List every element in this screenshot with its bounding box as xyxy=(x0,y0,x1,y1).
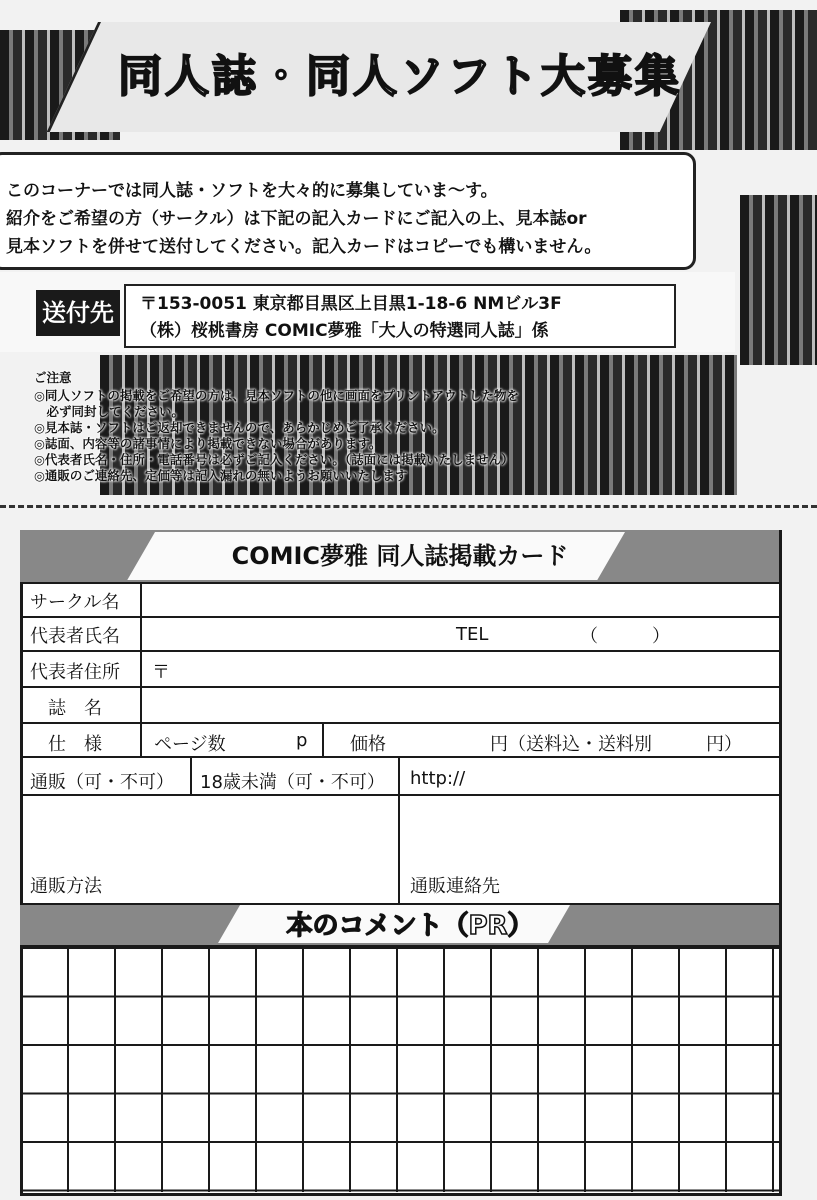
comment-grid[interactable] xyxy=(20,945,779,1192)
mailorder-label: 通販（可・不可） xyxy=(30,772,174,793)
sendto-label: 送付先 xyxy=(36,290,120,336)
intro-line-3: 見本ソフトを併せて送付してください。記入カードはコピーでも構いません。 xyxy=(6,237,602,257)
spec-divider xyxy=(322,722,324,756)
intro-line-1: このコーナーでは同人誌・ソフトを大々的に募集していま～す。 xyxy=(6,181,498,201)
address-line-2: （株）桜桃書房 COMIC夢雅「大人の特選同人誌」係 xyxy=(140,321,549,341)
url-label: http:// xyxy=(410,768,466,789)
tel-paren: （ ） xyxy=(580,626,670,647)
note-item: ◎誌面、内容等の諸事情により掲載できない場合があります。 xyxy=(34,436,382,451)
pr-title: 本のコメント（PR） xyxy=(286,911,534,941)
note-item: ◎通販のご連絡先、定価等は記入漏れの無いようお願いいたします xyxy=(34,468,408,483)
tel-label: TEL xyxy=(456,624,489,645)
price-label: 価格 xyxy=(350,734,386,755)
rep-name-label: 代表者氏名 xyxy=(30,626,120,647)
mailorder-divider xyxy=(190,756,192,794)
pages-label: ページ数 xyxy=(154,734,226,755)
rep-name-field[interactable] xyxy=(142,618,442,649)
circle-name-field[interactable] xyxy=(142,584,776,615)
method-label: 通販方法 xyxy=(30,876,102,897)
banner-title: 同人誌・同人ソフト大募集 xyxy=(118,51,682,102)
row-divider xyxy=(20,722,779,724)
note-item: 必ず同封してください。 xyxy=(34,404,185,419)
book-title-label: 誌 名 xyxy=(48,698,102,719)
side-stripes xyxy=(740,195,817,365)
note-item: ◎同人ソフトの掲載をご希望の方は、見本ソフトの他に画面をプリントアウトした物を xyxy=(34,388,520,403)
postal-mark: 〒 xyxy=(152,662,170,683)
note-item: ◎代表者氏名・住所・電話番号は必ずご記入ください。（誌面には掲載いたしません） xyxy=(34,452,514,467)
pages-unit: p xyxy=(296,730,308,751)
address-field[interactable] xyxy=(175,652,775,685)
intro-line-2: 紹介をご希望の方（サークル）は下記の記入カードにご記入の上、見本誌or xyxy=(6,209,587,229)
contact-label: 通販連絡先 xyxy=(410,876,500,897)
cut-line xyxy=(0,505,817,508)
card-title: COMIC夢雅 同人誌掲載カード xyxy=(231,542,569,570)
age-label: 18歳未満（可・不可） xyxy=(200,772,385,793)
price-detail: 円（送料込・送料別 円） xyxy=(490,734,742,755)
circle-name-label: サークル名 xyxy=(30,592,120,613)
book-title-field[interactable] xyxy=(142,688,776,721)
notes-heading: ご注意 xyxy=(34,370,72,385)
spec-label: 仕 様 xyxy=(48,734,102,755)
note-item: ◎見本誌・ソフトはご返却できませんので、あらかじめご了承ください。 xyxy=(34,420,445,435)
address-label: 代表者住所 xyxy=(30,662,120,683)
address-line-1: 〒153-0051 東京都目黒区上目黒1-18-6 NMビル3F xyxy=(140,294,562,314)
url-field[interactable] xyxy=(470,758,775,792)
